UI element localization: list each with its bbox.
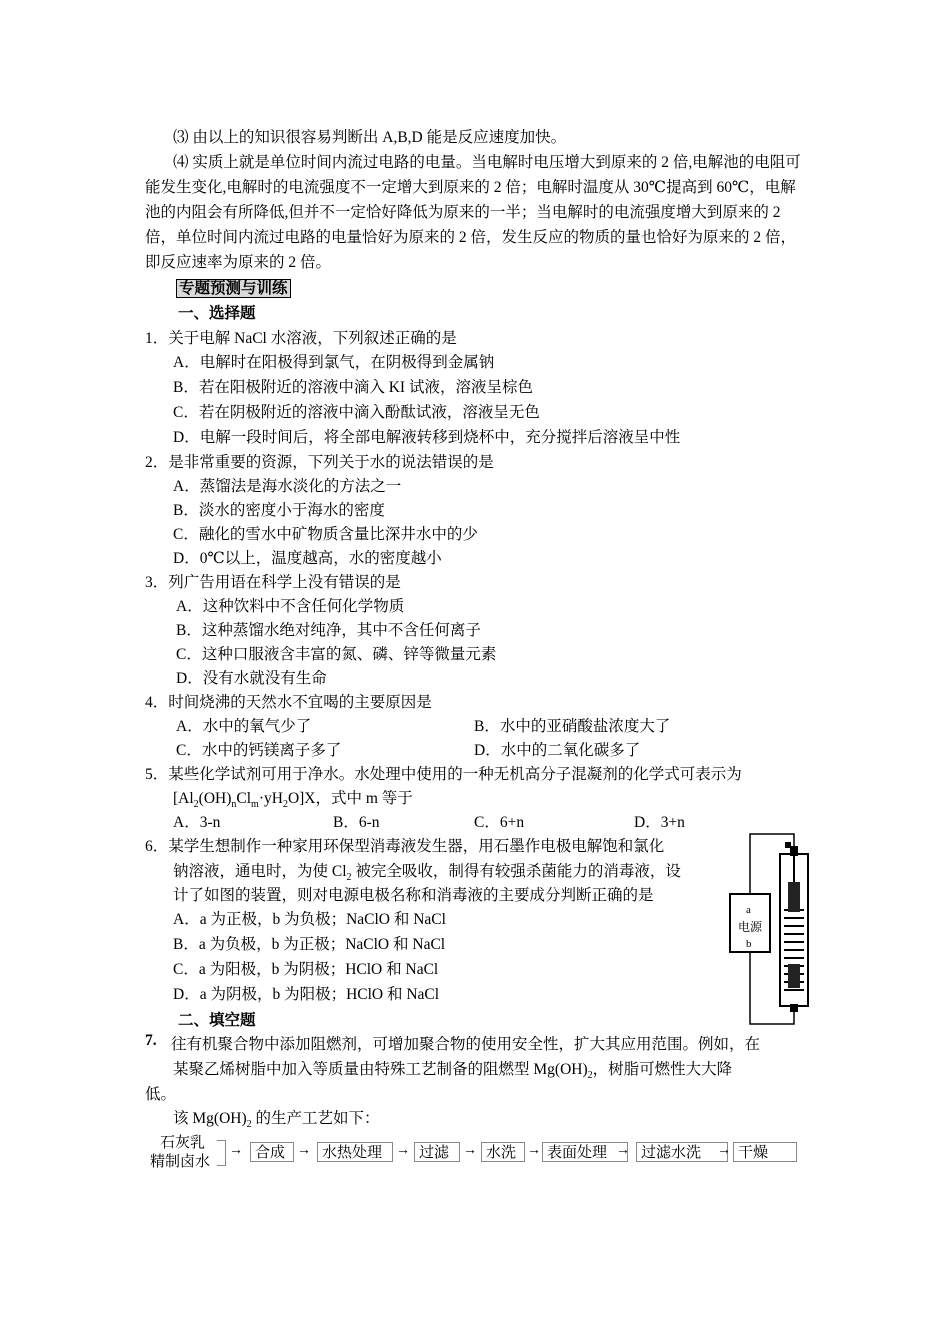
q5-option-c: C．6+n	[474, 814, 525, 831]
q6-option-a: A．a 为正极，b 为负极；NaClO 和 NaCl	[173, 911, 446, 928]
figure-label-b: b	[746, 938, 752, 950]
q1-option-b: B．若在阳极附近的溶液中滴入 KI 试液，溶液呈棕色	[173, 379, 533, 396]
q4-option-a: A．水中的氧气少了	[176, 718, 312, 735]
q3-option-b: B．这种蒸馏水绝对纯净，其中不含任何离子	[176, 622, 481, 639]
q2-option-b: B．淡水的密度小于海水的密度	[173, 502, 385, 519]
flow-input-bracket	[217, 1140, 226, 1166]
flow-arrow-2: →	[297, 1143, 311, 1158]
q7-line2: 某聚乙烯树脂中加入等质量由特殊工艺制备的阻燃型 $Mg(OH)_2$，树脂可燃性大大降	[173, 1061, 733, 1082]
q4-option-d: D．水中的二氧化碳多了	[474, 742, 641, 759]
q6-stem-line2: 钠溶液，通电时，为使 $Cl_2$ 被完全吸收，制得有较强杀菌能力的消毒液，设	[173, 863, 681, 884]
q7-line1: 往有机聚合物中添加阻燃剂，可增加聚合物的使用安全性，扩大其应用范围。例如，在	[171, 1036, 761, 1053]
part2-title: 二、填空题	[178, 1012, 256, 1029]
part1-title: 一、选择题	[178, 305, 256, 322]
flow-step-wash: 水洗	[481, 1142, 525, 1162]
q4-option-b: B．水中的亚硝酸盐浓度大了	[474, 718, 671, 735]
intro-paragraph-4: ⑷ 实质上就是单位时间内流过电路的电量。当电解时电压增大到原来的 2 倍,电解池的电阻可能发生变化,电解时的电流强度不一定增大到原来的 2 倍；电解时温度从 30℃提高到 60℃，电解池的内阻会有所降低,但并不一定恰好降低为原来的一半；当电解时的电流强度增大到原来的 2 倍，单位时间内流过电路的电量恰好为原来的 2 倍，发生反应的物质的量也恰好为原来的 2 倍，即反应速率为原来的 2 倍。	[145, 154, 801, 271]
q3-stem: 3．列广告用语在科学上没有错误的是	[145, 574, 401, 591]
q6-stem-line3: 计了如图的装置，则对电源电极名称和消毒液的主要成分判断正确的是	[173, 887, 654, 904]
section-heading	[176, 276, 291, 298]
q3-option-c: C．这种口服液含丰富的氮、磷、锌等微量元素	[176, 646, 497, 663]
q4-option-c: C．水中的钙镁离子多了	[176, 742, 342, 759]
flow-arrow-3: →	[396, 1143, 410, 1158]
flow-step-hydrothermal: 水热处理	[317, 1142, 393, 1162]
q2-option-c: C．融化的雪水中矿物质含量比深井水中的少	[173, 526, 478, 543]
q3-option-d: D．没有水就没有生命	[176, 670, 327, 687]
q3-option-a: A．这种饮料中不含任何化学物质	[176, 598, 405, 615]
flow-arrow-6: →	[616, 1143, 630, 1158]
section-heading-text: 专题预测与训练	[176, 279, 291, 298]
q2-option-a: A．蒸馏法是海水淡化的方法之一	[173, 478, 402, 495]
q5-option-b: B．6-n	[333, 814, 380, 831]
q1-option-a: A．电解时在阳极得到氯气，在阴极得到金属钠	[173, 354, 495, 371]
flow-input-brine: 精制卤水	[150, 1154, 211, 1170]
q5-stem: 5．某些化学试剂可用于净水。水处理中使用的一种无机高分子混凝剂的化学式可表示为	[145, 766, 742, 783]
q6-option-d: D．a 为阴极，b 为阳极；HClO 和 NaCl	[173, 986, 440, 1003]
flow-arrow-1: →	[229, 1143, 243, 1158]
q5-formula: $[Al_2(OH)_nCl_m\cdot yH_2O]X$，式中 m 等于	[173, 790, 413, 811]
flow-step-filter-wash: 过滤水洗	[636, 1142, 728, 1162]
q5-option-a: A．3-n	[173, 814, 221, 831]
q5-option-d: D．3+n	[634, 814, 685, 831]
q1-option-d: D．电解一段时间后，将全部电解液转移到烧杯中，充分搅拌后溶液呈中性	[173, 429, 681, 446]
flow-arrow-4: →	[463, 1143, 477, 1158]
flow-arrow-5: →	[527, 1143, 541, 1158]
q2-stem: 2．是非常重要的资源，下列关于水的说法错误的是	[145, 454, 494, 471]
flow-step-synthesis: 合成	[250, 1142, 294, 1162]
q7-line3: 低。	[145, 1086, 177, 1103]
q7-number: 7.	[145, 1032, 157, 1049]
flow-arrow-7: →	[717, 1143, 731, 1158]
intro-paragraph-3: ⑶ 由以上的知识很容易判断出 A,B,D 能是反应速度加快。	[173, 129, 567, 146]
figure-label-power: 电源	[738, 920, 763, 934]
q1-stem: 1．关于电解 NaCl 水溶液，下列叙述正确的是	[145, 330, 457, 347]
flow-step-filter: 过滤	[414, 1142, 460, 1162]
figure-label-a: a	[746, 904, 751, 916]
q4-stem: 4．时间烧沸的天然水不宜喝的主要原因是	[145, 694, 432, 711]
q6-stem-line1: 6．某学生想制作一种家用环保型消毒液发生器，用石墨作电极电解饱和氯化	[145, 838, 665, 855]
q2-option-d: D．0℃以上，温度越高，水的密度越小	[173, 550, 442, 567]
flow-input-lime: 石灰乳	[160, 1135, 206, 1151]
q6-option-c: C．a 为阳极，b 为阴极；HClO 和 NaCl	[173, 961, 439, 978]
q7-line4: 该 $Mg(OH)_2$ 的生产工艺如下：	[173, 1110, 380, 1131]
flow-step-surface-treatment: 表面处理	[542, 1142, 628, 1162]
q6-option-b: B．a 为负极，b 为正极；NaClO 和 NaCl	[173, 936, 446, 953]
flow-step-dry: 干燥	[733, 1142, 797, 1162]
q1-option-c: C．若在阴极附近的溶液中滴入酚酞试液，溶液呈无色	[173, 404, 540, 421]
